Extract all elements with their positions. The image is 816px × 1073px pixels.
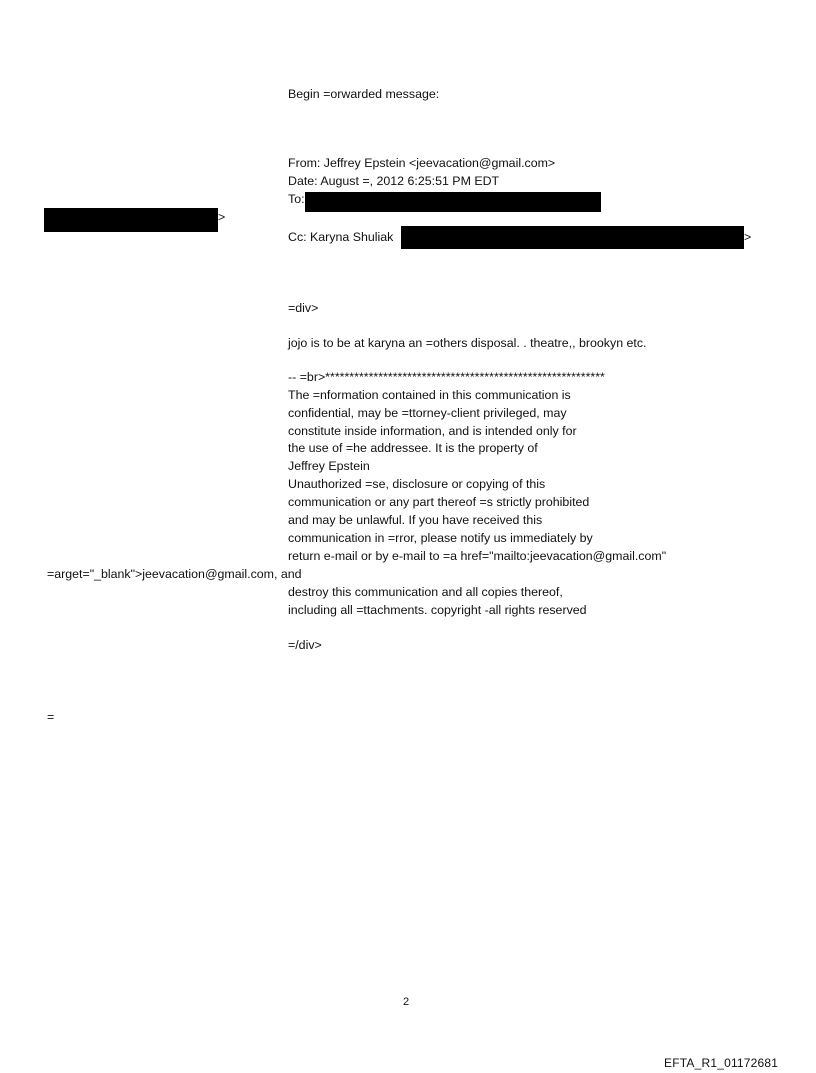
disclaimer-line: communication in =rror, please notify us immediately by bbox=[288, 531, 593, 545]
disclaimer-line: communication or any part thereof =s strictly prohibited bbox=[288, 495, 590, 509]
from-line: From: Jeffrey Epstein <jeevacation@gmail.com> bbox=[288, 156, 556, 170]
wrapped-mailto-line: =arget="_blank">jeevacation@gmail.com, and bbox=[47, 567, 302, 581]
disclaimer-line: constitute inside information, and is intended only for bbox=[288, 424, 577, 438]
cc-label: Cc: Karyna Shuliak bbox=[288, 230, 394, 244]
disclaimer-line: The =nformation contained in this communication is bbox=[288, 388, 571, 402]
to-label: To: bbox=[288, 192, 305, 206]
div-open-tag: =div> bbox=[288, 301, 319, 315]
disclaimer-line: destroy this communication and all copies thereof, bbox=[288, 585, 563, 599]
disclaimer-line: return e-mail or by e-mail to =a href="mailto:jeevacation@gmail.com" bbox=[288, 549, 667, 563]
cc-close-bracket: > bbox=[744, 230, 752, 244]
to-continued-redaction-bar bbox=[44, 208, 218, 232]
cc-redaction-bar bbox=[401, 226, 744, 249]
disclaimer-line: Jeffrey Epstein bbox=[288, 459, 370, 473]
message-body: jojo is to be at karyna an =others disposal. . theatre,, brookyn etc. bbox=[288, 336, 647, 350]
to-redaction-bar bbox=[305, 192, 601, 212]
to-close-bracket: > bbox=[218, 210, 226, 224]
bates-number: EFTA_R1_01172681 bbox=[664, 1056, 779, 1070]
disclaimer-line: confidential, may be =ttorney-client privileged, may bbox=[288, 406, 567, 420]
date-line: Date: August =, 2012 6:25:51 PM EDT bbox=[288, 174, 500, 188]
page-number: 2 bbox=[403, 996, 410, 1008]
disclaimer-line: the use of =he addressee. It is the property of bbox=[288, 441, 538, 455]
disclaimer-line: including all =ttachments. copyright -all rights reserved bbox=[288, 603, 587, 617]
disclaimer-line: and may be unlawful. If you have received this bbox=[288, 513, 543, 527]
disclaimer-line: Unauthorized =se, disclosure or copying of this bbox=[288, 477, 546, 491]
forward-header: Begin =orwarded message: bbox=[288, 87, 440, 101]
trailing-equals: = bbox=[47, 710, 55, 724]
signature-separator: -- =br>********************************************************** bbox=[288, 370, 605, 384]
div-close-tag: =/div> bbox=[288, 638, 322, 652]
